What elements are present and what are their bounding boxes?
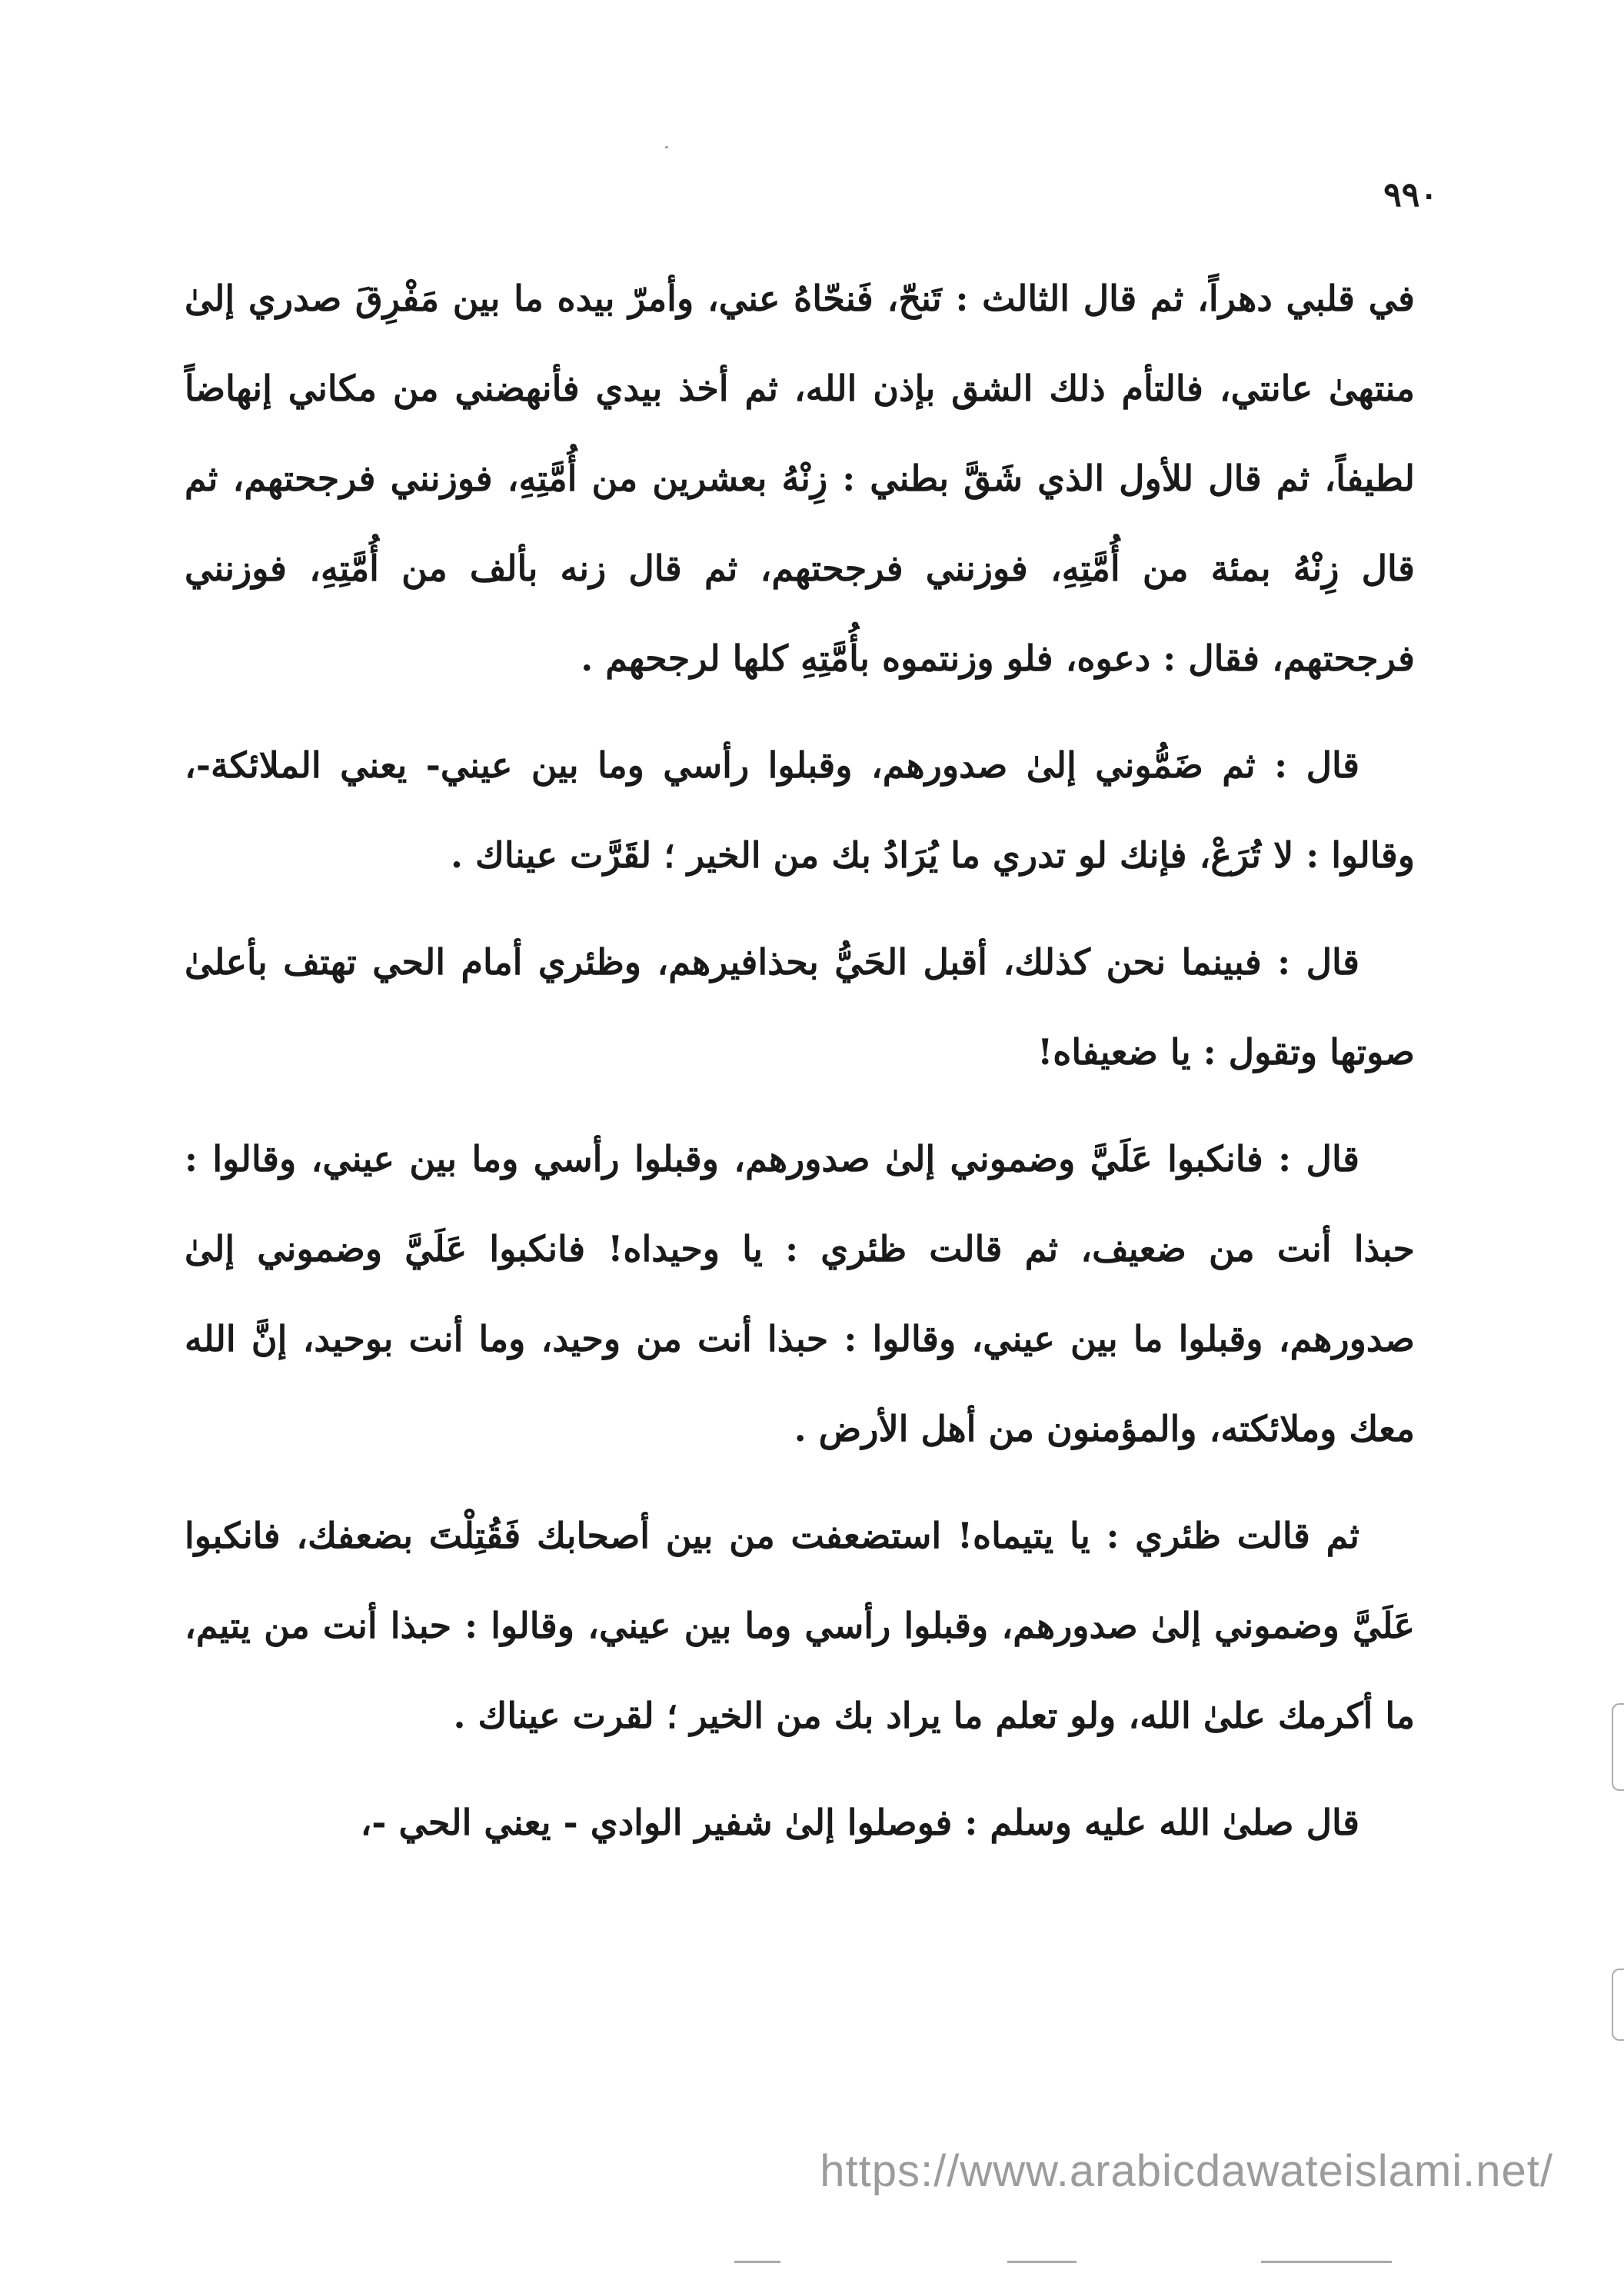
page-number: ٩٩٠ bbox=[1383, 175, 1438, 215]
paragraph-1: في قلبي دهراً، ثم قال الثالث : تَنحّ، فَنحّاهُ عني، وأمرّ بيده ما بين مَفْرِقَ صدري إلىٰ منتهىٰ عانتي، فالتأم ذلك الشق بإذن الله، ثم أخذ بيدي فأنهضني من مكاني إنهاضاً لطيفاً، ثم قال للأول الذي شَقَّ بطني : زِنْهُ بعشرين من أُمَّتِهِ، فوزنني فرجحتهم، ثم قال زِنْهُ بمئة من أُمَّتِهِ، فوزنني فرجحتهم، ثم قال زنه بألف من أُمَّتِهِ، فوزنني فرجحتهم، فقال : دعوه، فلو وزنتموه بأُمَّتِهِ كلها لرجحهم . bbox=[185, 278, 1415, 679]
scan-bottom-line bbox=[734, 2261, 780, 2263]
paragraph-2: قال : ثم ضَمُّوني إلىٰ صدورهم، وقبلوا رأسي وما بين عيني- يعني الملائكة-، وقالوا : لا تُرَعْ، فإنك لو تدري ما يُرَادُ بك من الخير ؛ لقَرَّت عيناك . bbox=[185, 744, 1415, 876]
scan-bottom-line bbox=[1007, 2261, 1077, 2263]
scan-edge-mark bbox=[1612, 1968, 1624, 2041]
watermark-url: https://www.arabicdawateislami.net/ bbox=[820, 2146, 1553, 2196]
paragraph-5: ثم قالت ظئري : يا يتيماه! استضعفت من بين أصحابك فَقُتِلْتَ بضعفك، فانكبوا عَلَيَّ وضموني إلىٰ صدورهم، وقبلوا رأسي وما بين عيني، وقالوا : حبذا أنت من يتيم، ما أكرمك علىٰ الله، ولو تعلم ما يراد بك من الخير ؛ لقرت عيناك . bbox=[185, 1515, 1415, 1736]
body-text bbox=[185, 254, 1415, 1885]
scan-bottom-line bbox=[1261, 2261, 1392, 2263]
paragraph-6: قال صلىٰ الله عليه وسلم : فوصلوا إلىٰ شفير الوادي - يعني الحي -، bbox=[360, 1802, 1359, 1843]
scan-edge-mark bbox=[1612, 1703, 1624, 1791]
paragraph-3: قال : فبينما نحن كذلك، أقبل الحَيُّ بحذافيرهم، وظئري أمام الحي تهتف بأعلىٰ صوتها وتقول : يا ضعيفاه! bbox=[185, 941, 1415, 1073]
scan-speck bbox=[665, 146, 668, 148]
paragraph-4: قال : فانكبوا عَلَيَّ وضموني إلىٰ صدورهم، وقبلوا رأسي وما بين عيني، وقالوا : حبذا أنت من ضعيف، ثم قالت ظئري : يا وحيداه! فانكبوا عَلَيَّ وضموني إلىٰ صدورهم، وقبلوا ما بين عيني، وقالوا : حبذا أنت من وحيد، وما أنت بوحيد، إنَّ الله معك وملائكته، والمؤمنون من أهل الأرض . bbox=[185, 1138, 1415, 1449]
